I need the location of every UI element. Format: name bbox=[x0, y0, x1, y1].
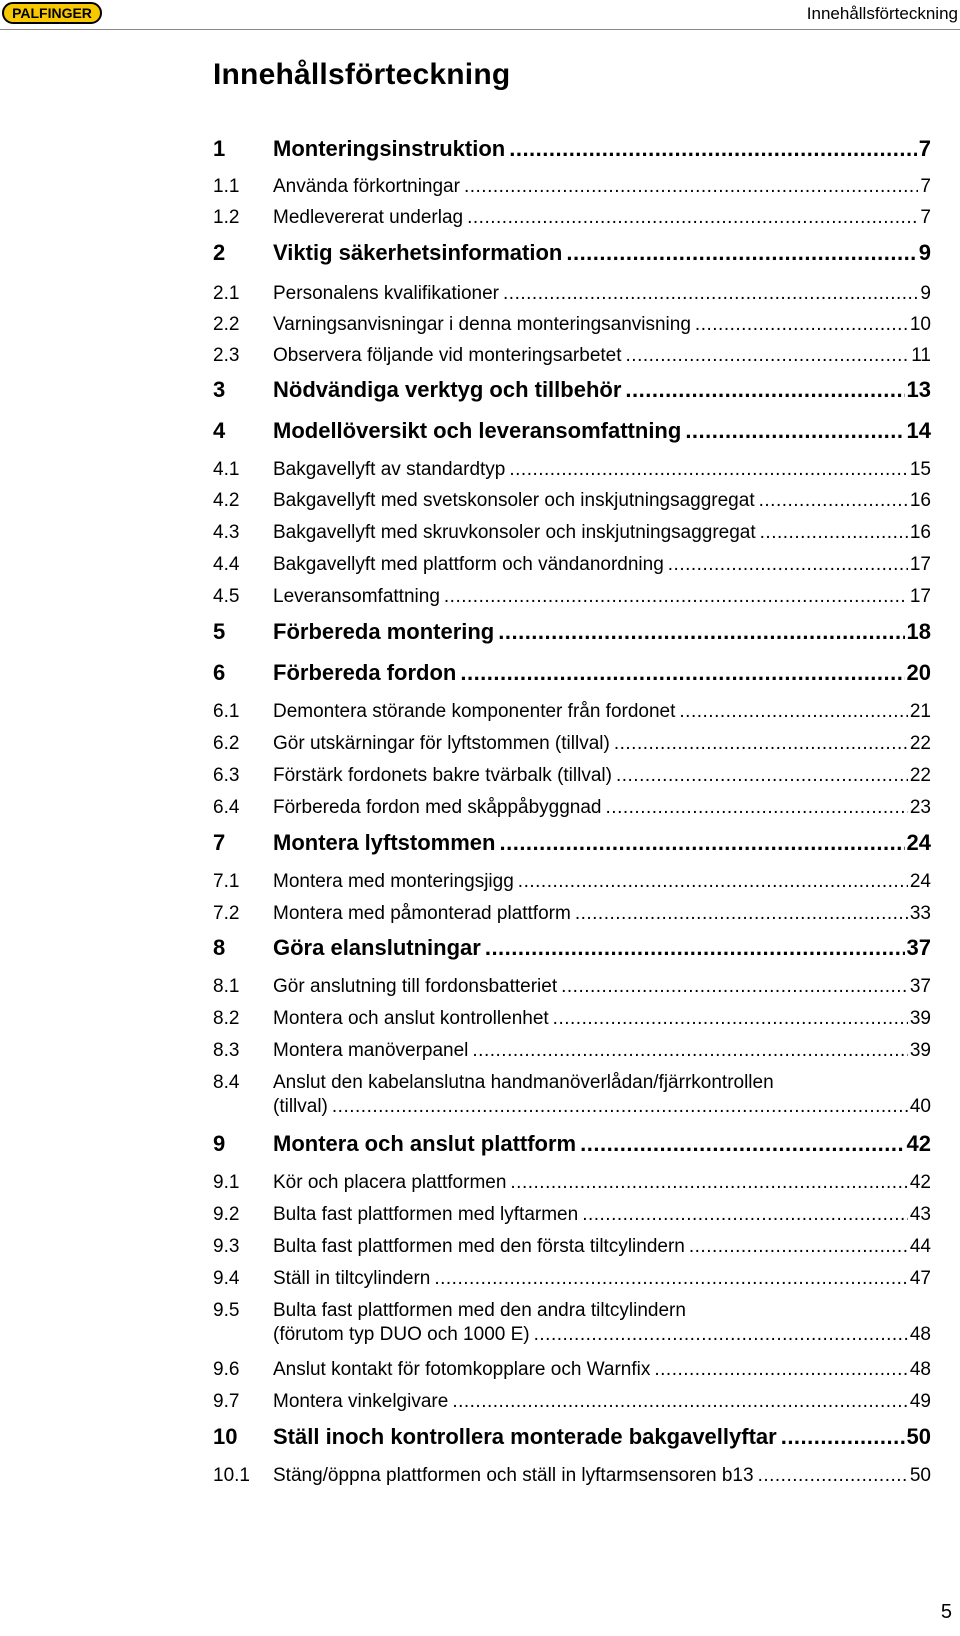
toc-entry-text bbox=[273, 1204, 931, 1226]
toc-entry-title: Varningsanvisningar i denna monteringsanvisning bbox=[273, 314, 691, 335]
toc-entry-text bbox=[273, 345, 931, 367]
toc-entry[interactable] bbox=[213, 976, 931, 998]
toc-entry[interactable] bbox=[213, 935, 931, 961]
toc-leader-dots bbox=[664, 554, 908, 576]
toc-entry-page: 43 bbox=[909, 1204, 931, 1225]
toc-leader-dots bbox=[691, 314, 908, 336]
toc-entry-title: Använda förkortningar bbox=[273, 176, 460, 197]
toc-entry-title: Kör och placera plattformen bbox=[273, 1172, 507, 1193]
toc-entry-page: 14 bbox=[906, 418, 931, 443]
toc-entry-title: Montera med monteringsjigg bbox=[273, 871, 514, 892]
toc-leader-dots bbox=[328, 1096, 908, 1118]
toc-leader-dots bbox=[430, 1268, 908, 1290]
toc-entry[interactable] bbox=[213, 1391, 931, 1413]
toc-entry[interactable] bbox=[213, 490, 931, 512]
toc-entry-number: 6.4 bbox=[213, 797, 240, 818]
page-title: Innehållsförteckning bbox=[213, 58, 511, 91]
toc-entry-text bbox=[273, 418, 931, 444]
toc-entry-page: 48 bbox=[909, 1324, 931, 1345]
toc-entry-text bbox=[273, 1172, 931, 1194]
toc-entry[interactable] bbox=[213, 830, 931, 856]
toc-entry-title: Förstärk fordonets bakre tvärbalk (tillval) bbox=[273, 765, 612, 786]
toc-entry-page: 9 bbox=[918, 240, 931, 265]
toc-leader-dots bbox=[505, 459, 908, 481]
toc-entry-page: 42 bbox=[909, 1172, 931, 1193]
toc-entry-title: Förbereda montering bbox=[273, 619, 495, 644]
toc-leader-dots bbox=[440, 586, 908, 608]
toc-entry-page: 22 bbox=[909, 733, 931, 754]
toc-entry[interactable] bbox=[213, 1008, 931, 1030]
toc-leader-dots bbox=[685, 1236, 908, 1258]
toc-entry[interactable] bbox=[213, 345, 931, 367]
toc-entry-page: 9 bbox=[920, 283, 931, 304]
toc-entry-title: Bakgavellyft med svetskonsoler och inskjutningsaggregat bbox=[273, 490, 755, 511]
toc-entry-page: 10 bbox=[909, 314, 931, 335]
toc-leader-dots bbox=[612, 765, 908, 787]
toc-entry-page: 48 bbox=[909, 1359, 931, 1380]
toc-entry-text bbox=[273, 1131, 931, 1157]
toc-entry-page: 47 bbox=[909, 1268, 931, 1289]
toc-entry-number: 8.4 bbox=[213, 1072, 240, 1093]
toc-entry[interactable] bbox=[213, 377, 931, 403]
toc-entry-text bbox=[273, 490, 931, 512]
toc-entry-text bbox=[273, 1391, 931, 1413]
toc-entry-number: 7.1 bbox=[213, 871, 240, 892]
toc-entry[interactable] bbox=[213, 871, 931, 893]
toc-leader-dots bbox=[755, 490, 908, 512]
toc-entry-text bbox=[273, 830, 931, 856]
toc-leader-dots bbox=[499, 283, 918, 305]
toc-entry-number: 8.3 bbox=[213, 1040, 240, 1061]
toc-entry-title: Förbereda fordon med skåppåbyggnad bbox=[273, 797, 602, 818]
toc-leader-dots bbox=[495, 830, 904, 856]
toc-entry-text bbox=[273, 935, 931, 961]
toc-entry-page: 22 bbox=[909, 765, 931, 786]
toc-entry-number: 9.5 bbox=[213, 1300, 240, 1321]
toc-entry-text bbox=[273, 1268, 931, 1290]
toc-entry-number: 1 bbox=[213, 136, 226, 161]
toc-entry[interactable] bbox=[213, 1040, 931, 1062]
toc-entry-text bbox=[273, 1008, 931, 1030]
page-number: 5 bbox=[940, 1601, 952, 1623]
toc-entry-title: Demontera störande komponenter från fordonet bbox=[273, 701, 676, 722]
toc-entry-title: Personalens kvalifikationer bbox=[273, 283, 500, 304]
toc-entry-title: Bulta fast plattformen med den första tiltcylindern bbox=[273, 1236, 685, 1257]
toc-entry-title: Montera med påmonterad plattform bbox=[273, 903, 571, 924]
toc-entry-page: 39 bbox=[909, 1008, 931, 1029]
toc-entry[interactable] bbox=[213, 1131, 931, 1157]
toc-leader-dots bbox=[681, 418, 904, 444]
toc-entry-text bbox=[273, 660, 931, 686]
toc-entry-text bbox=[273, 1465, 931, 1487]
toc-entry-text bbox=[273, 733, 931, 755]
toc-entry-page: 18 bbox=[906, 619, 931, 644]
toc-leader-dots bbox=[506, 1172, 907, 1194]
toc-entry-title: Montera manöverpanel bbox=[273, 1040, 469, 1061]
toc-entry-title: Montera lyftstommen bbox=[273, 830, 496, 855]
toc-entry-title: Gör utskärningar för lyftstommen (tillval) bbox=[273, 733, 610, 754]
toc-entry-page: 7 bbox=[920, 207, 931, 228]
toc-entry-title: Montera och anslut plattform bbox=[273, 1131, 577, 1156]
toc-entry-page: 7 bbox=[920, 176, 931, 197]
toc-entry-text bbox=[273, 136, 931, 162]
toc-entry-page: 16 bbox=[909, 490, 931, 511]
toc-entry[interactable] bbox=[213, 903, 931, 925]
toc-leader-dots bbox=[610, 733, 908, 755]
toc-entry[interactable] bbox=[213, 733, 931, 755]
toc-entry-number: 10 bbox=[213, 1424, 238, 1449]
toc-leader-dots bbox=[675, 701, 907, 723]
toc-entry[interactable] bbox=[213, 418, 931, 444]
header-title: Innehållsförteckning bbox=[806, 4, 958, 23]
toc-entry-page: 24 bbox=[909, 871, 931, 892]
toc-entry-text bbox=[273, 701, 931, 723]
toc-entry-page: 40 bbox=[909, 1096, 931, 1117]
toc-entry-page: 15 bbox=[909, 459, 931, 480]
toc-entry[interactable] bbox=[213, 1359, 931, 1381]
toc-entry[interactable] bbox=[213, 207, 931, 229]
toc-entry[interactable] bbox=[213, 1172, 931, 1194]
toc-leader-dots bbox=[460, 176, 918, 198]
toc-entry-text bbox=[273, 314, 931, 336]
toc-entry-page: 7 bbox=[918, 136, 931, 161]
toc-leader-dots bbox=[650, 1359, 908, 1381]
toc-entry-number: 10.1 bbox=[213, 1465, 250, 1486]
toc-entry-text bbox=[273, 1359, 931, 1381]
palfinger-logo bbox=[2, 2, 102, 24]
toc-entry-title: Förbereda fordon bbox=[273, 660, 457, 685]
toc-entry-text bbox=[273, 765, 931, 787]
toc-entry-number: 1.1 bbox=[213, 176, 240, 197]
toc-entry-title: Bakgavellyft med skruvkonsoler och inskjutningsaggregat bbox=[273, 522, 756, 543]
toc-entry-number: 9 bbox=[213, 1131, 226, 1156]
toc-entry-text bbox=[273, 240, 931, 266]
toc-entry-number: 6.2 bbox=[213, 733, 240, 754]
toc-leader-dots bbox=[549, 1008, 908, 1030]
toc-entry-title: Anslut kontakt för fotomkopplare och Warnfix bbox=[273, 1359, 651, 1380]
toc-entry-text bbox=[273, 1424, 931, 1450]
toc-entry-page: 11 bbox=[911, 345, 931, 366]
toc-entry[interactable] bbox=[213, 314, 931, 336]
toc-entry-text bbox=[273, 586, 931, 608]
toc-entry-number: 2.1 bbox=[213, 283, 240, 304]
toc-entry-page: 16 bbox=[909, 522, 931, 543]
toc-entry-title: Stäng/öppna plattformen och ställ in lyftarmsensoren b13 bbox=[273, 1465, 754, 1486]
toc-entry-number: 9.4 bbox=[213, 1268, 240, 1289]
toc-entry-page: 50 bbox=[909, 1465, 931, 1486]
toc-entry-text bbox=[273, 377, 931, 403]
toc-entry-number: 4.1 bbox=[213, 459, 240, 480]
toc-entry-number: 2.2 bbox=[213, 314, 240, 335]
toc-entry-number: 2.3 bbox=[213, 345, 240, 366]
toc-entry[interactable] bbox=[213, 1204, 931, 1226]
toc-entry-title-continued: (tillval) bbox=[273, 1096, 328, 1117]
toc-entry-page: 23 bbox=[909, 797, 931, 818]
toc-entry-page: 44 bbox=[909, 1236, 931, 1257]
toc-leader-dots bbox=[456, 660, 904, 686]
toc-entry[interactable] bbox=[213, 522, 931, 544]
toc-entry-line-1 bbox=[213, 1072, 931, 1094]
toc-entry-text bbox=[273, 459, 931, 481]
toc-entry[interactable] bbox=[213, 136, 931, 162]
toc-entry-page: 37 bbox=[909, 976, 931, 997]
toc-entry-text bbox=[273, 797, 931, 819]
toc-leader-dots bbox=[576, 1131, 904, 1157]
toc-entry[interactable] bbox=[213, 1465, 931, 1487]
logo-text: PALFINGER bbox=[12, 5, 92, 21]
toc-entry-number: 7.2 bbox=[213, 903, 240, 924]
toc-entry[interactable] bbox=[213, 701, 931, 723]
toc-entry-text bbox=[273, 207, 931, 229]
toc-entry-number: 1.2 bbox=[213, 207, 240, 228]
toc-entry[interactable] bbox=[213, 660, 931, 686]
toc-entry[interactable] bbox=[213, 1268, 931, 1290]
toc-entry-number: 6.1 bbox=[213, 701, 240, 722]
toc-leader-dots bbox=[621, 377, 904, 403]
toc-entry[interactable] bbox=[213, 283, 931, 305]
toc-entry-title: Modellöversikt och leveransomfattning bbox=[273, 418, 682, 443]
toc-entry[interactable] bbox=[213, 619, 931, 645]
toc-entry-text bbox=[273, 176, 931, 198]
toc-entry[interactable] bbox=[213, 240, 931, 266]
toc-entry[interactable] bbox=[213, 1236, 931, 1258]
toc-leader-dots bbox=[578, 1204, 908, 1226]
toc-entry-page: 21 bbox=[909, 701, 931, 722]
toc-entry-title: Ställ inoch kontrollera monterade bakgavellyftar bbox=[273, 1424, 777, 1449]
toc-leader-dots bbox=[463, 207, 918, 229]
toc-entry-title: Leveransomfattning bbox=[273, 586, 440, 607]
toc-entry-title: Monteringsinstruktion bbox=[273, 136, 506, 161]
toc-leader-dots bbox=[754, 1465, 908, 1487]
toc-entry-number: 4.5 bbox=[213, 586, 240, 607]
toc-entry-page: 37 bbox=[906, 935, 931, 960]
toc-entry-number: 8 bbox=[213, 935, 226, 960]
toc-leader-dots bbox=[602, 797, 908, 819]
toc-entry[interactable] bbox=[213, 1072, 931, 1118]
toc-entry-text bbox=[273, 522, 931, 544]
toc-entry-number: 9.3 bbox=[213, 1236, 240, 1257]
toc-entry-number: 9.7 bbox=[213, 1391, 240, 1412]
toc-entry-line-2 bbox=[213, 1324, 931, 1346]
toc-entry-page: 20 bbox=[906, 660, 931, 685]
toc-entry-number: 8.1 bbox=[213, 976, 240, 997]
toc-leader-dots bbox=[468, 1040, 907, 1062]
toc-entry-page: 49 bbox=[909, 1391, 931, 1412]
toc-entry[interactable] bbox=[213, 1300, 931, 1346]
toc-leader-dots bbox=[622, 345, 910, 367]
toc-entry-title: Bakgavellyft av standardtyp bbox=[273, 459, 506, 480]
toc-leader-dots bbox=[557, 976, 908, 998]
toc-entry-title: Göra elanslutningar bbox=[273, 935, 481, 960]
toc-entry-number: 4 bbox=[213, 418, 226, 443]
toc-entry-text bbox=[273, 1236, 931, 1258]
toc-entry-title: Montera vinkelgivare bbox=[273, 1391, 449, 1412]
toc-entry-text bbox=[273, 976, 931, 998]
toc-entry-number: 2 bbox=[213, 240, 226, 265]
toc-entry-number: 5 bbox=[213, 619, 226, 644]
toc-entry[interactable] bbox=[213, 765, 931, 787]
toc-entry-number: 9.6 bbox=[213, 1359, 240, 1380]
toc-entry-title: Observera följande vid monteringsarbetet bbox=[273, 345, 622, 366]
toc-entry-text bbox=[273, 1040, 931, 1062]
toc-leader-dots bbox=[562, 240, 916, 266]
toc-entry-line-1 bbox=[213, 1300, 931, 1322]
toc-entry[interactable] bbox=[213, 797, 931, 819]
toc-leader-dots bbox=[514, 871, 908, 893]
toc-entry-text bbox=[273, 871, 931, 893]
toc-entry-title: Ställ in tiltcylindern bbox=[273, 1268, 431, 1289]
toc-entry-title: Nödvändiga verktyg och tillbehör bbox=[273, 377, 622, 402]
toc-entry-number: 8.2 bbox=[213, 1008, 240, 1029]
toc-leader-dots bbox=[448, 1391, 908, 1413]
toc-entry-number: 4.4 bbox=[213, 554, 240, 575]
toc-entry[interactable] bbox=[213, 586, 931, 608]
toc-entry-number: 9.2 bbox=[213, 1204, 240, 1225]
toc-entry-page: 33 bbox=[909, 903, 931, 924]
toc-entry-number: 6 bbox=[213, 660, 226, 685]
toc-leader-dots bbox=[505, 136, 917, 162]
toc-entry-title: Viktig säkerhetsinformation bbox=[273, 240, 563, 265]
toc-leader-dots bbox=[571, 903, 908, 925]
toc-entry-text bbox=[273, 619, 931, 645]
toc-entry-text bbox=[273, 283, 931, 305]
toc-entry[interactable] bbox=[213, 459, 931, 481]
toc-entry-text bbox=[273, 554, 931, 576]
page-header bbox=[0, 0, 960, 30]
toc-entry-title: Anslut den kabelanslutna handmanöverlådan/fjärrkontrollen bbox=[273, 1072, 774, 1093]
toc-entry[interactable] bbox=[213, 1424, 931, 1450]
toc-entry-number: 9.1 bbox=[213, 1172, 240, 1193]
toc-entry-title: Medlevererat underlag bbox=[273, 207, 464, 228]
toc-entry[interactable] bbox=[213, 554, 931, 576]
toc-entry-title-continued: (förutom typ DUO och 1000 E) bbox=[273, 1324, 530, 1345]
toc-entry-number: 7 bbox=[213, 830, 226, 855]
toc-entry-number: 4.2 bbox=[213, 490, 240, 511]
toc-entry[interactable] bbox=[213, 176, 931, 198]
toc-entry-number: 3 bbox=[213, 377, 226, 402]
toc-entry-title: Bulta fast plattformen med lyftarmen bbox=[273, 1204, 579, 1225]
toc-entry-number: 4.3 bbox=[213, 522, 240, 543]
toc-entry-line-2 bbox=[213, 1096, 931, 1118]
toc-entry-title: Montera och anslut kontrollenhet bbox=[273, 1008, 549, 1029]
toc-leader-dots bbox=[481, 935, 905, 961]
toc-entry-page: 39 bbox=[909, 1040, 931, 1061]
header-divider bbox=[0, 29, 960, 30]
toc-leader-dots bbox=[777, 1424, 905, 1450]
toc-entry-page: 17 bbox=[909, 586, 931, 607]
toc-entry-page: 50 bbox=[906, 1424, 931, 1449]
toc-leader-dots bbox=[756, 522, 908, 544]
toc-entry-text bbox=[273, 903, 931, 925]
toc-entry-number: 6.3 bbox=[213, 765, 240, 786]
toc-entry-page: 24 bbox=[906, 830, 931, 855]
toc-entry-title: Bulta fast plattformen med den andra tiltcylindern bbox=[273, 1300, 686, 1321]
toc-entry-page: 17 bbox=[909, 554, 931, 575]
toc-entry-page: 42 bbox=[906, 1131, 931, 1156]
toc-entry-title: Gör anslutning till fordonsbatteriet bbox=[273, 976, 558, 997]
toc-leader-dots bbox=[530, 1324, 908, 1346]
toc-entry-page: 13 bbox=[906, 377, 931, 402]
toc-leader-dots bbox=[494, 619, 904, 645]
toc-entry-title: Bakgavellyft med plattform och vändanordning bbox=[273, 554, 664, 575]
